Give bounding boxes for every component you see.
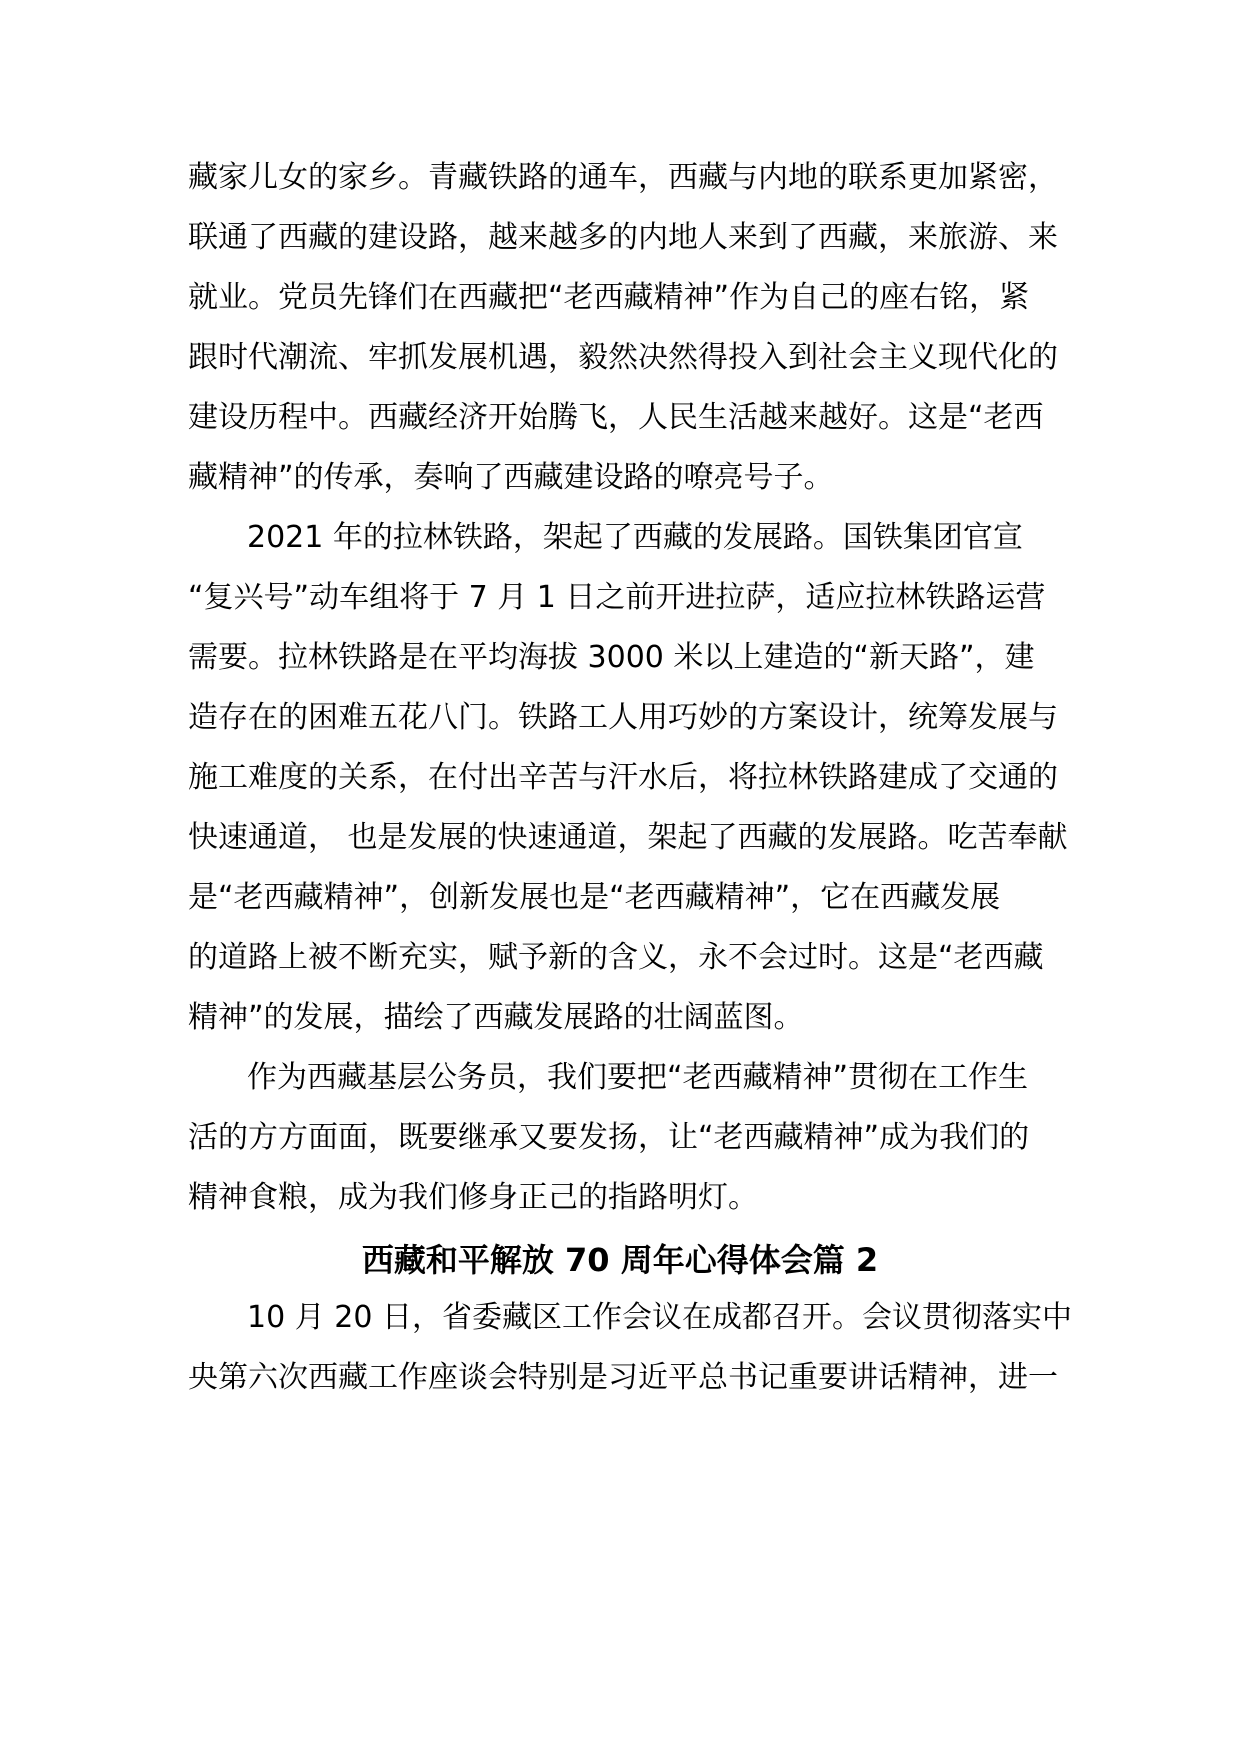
- paragraph-line: 造存在的困难五花八门。铁路工人用巧妙的方案设计，统筹发展与: [188, 700, 1058, 735]
- paragraph-line: 的道路上被不断充实，赋予新的含义，永不会过时。这是“老西藏: [188, 940, 1044, 975]
- paragraph-line: “复兴号”动车组将于 7 月 1 日之前开进拉萨，适应拉林铁路运营: [188, 580, 1046, 615]
- paragraph-line: 是“老西藏精神”，创新发展也是“老西藏精神”，它在西藏发展: [188, 880, 1001, 915]
- paragraph-line: 施工难度的关系，在付出辛苦与汗水后，将拉林铁路建成了交通的: [188, 760, 1058, 795]
- paragraph-line: 央第六次西藏工作座谈会特别是习近平总书记重要讲话精神，进一: [188, 1360, 1058, 1395]
- paragraph-line: 跟时代潮流、牢抓发展机遇，毅然决然得投入到社会主义现代化的: [188, 340, 1058, 375]
- section-heading: 西藏和平解放 70 周年心得体会篇 2: [361, 1241, 879, 1279]
- paragraph-line: 2021 年的拉林铁路，架起了西藏的发展路。国铁集团官宣: [247, 520, 1023, 555]
- paragraph-line: 建设历程中。西藏经济开始腾飞，人民生活越来越好。这是“老西: [188, 400, 1044, 435]
- paragraph-line: 10 月 20 日，省委藏区工作会议在成都召开。会议贯彻落实中: [247, 1300, 1072, 1335]
- paragraph-line: 快速通道， 也是发展的快速通道，架起了西藏的发展路。吃苦奉献: [188, 820, 1068, 855]
- paragraph-line: 藏家儿女的家乡。青藏铁路的通车，西藏与内地的联系更加紧密，: [188, 160, 1058, 195]
- paragraph-line: 藏精神”的传承，奏响了西藏建设路的嘹亮号子。: [188, 460, 834, 495]
- paragraph-line: 精神”的发展，描绘了西藏发展路的壮阔蓝图。: [188, 1000, 804, 1035]
- paragraph-line: 就业。党员先锋们在西藏把“老西藏精神”作为自己的座右铭，紧: [188, 280, 1030, 315]
- paragraph-line: 精神食粮，成为我们修身正己的指路明灯。: [188, 1180, 758, 1215]
- paragraph-line: 作为西藏基层公务员，我们要把“老西藏精神”贯彻在工作生: [247, 1060, 1029, 1095]
- paragraph-line: 活的方方面面，既要继承又要发扬，让“老西藏精神”成为我们的: [188, 1120, 1030, 1155]
- paragraph-line: 需要。拉林铁路是在平均海拔 3000 米以上建造的“新天路”，建: [188, 640, 1035, 675]
- paragraph-line: 联通了西藏的建设路，越来越多的内地人来到了西藏，来旅游、来: [188, 220, 1058, 255]
